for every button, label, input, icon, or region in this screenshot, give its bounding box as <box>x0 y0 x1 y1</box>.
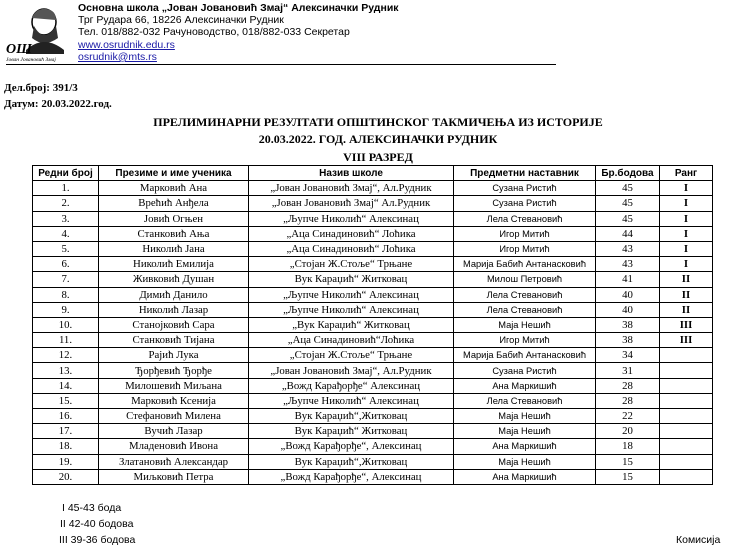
cell-student: Николић Јана <box>99 241 249 256</box>
table-row <box>33 272 713 287</box>
cell-school: „Стојан Ж.Стоље“ Трњане <box>249 257 454 272</box>
cell-student: Димић Данило <box>99 287 249 302</box>
table-row <box>33 226 713 241</box>
cell-school: „Вожд Карађорђе“, Алексинац <box>249 469 454 484</box>
table-row <box>33 302 713 317</box>
header-teacher: Предметни наставник <box>454 166 596 181</box>
cell-school: „Вожд Карађорђе“, Алексинац <box>249 439 454 454</box>
header-school: Назив школе <box>249 166 454 181</box>
school-logo <box>6 4 72 64</box>
cell-school: Вук Караџић“ Житковац <box>249 424 454 439</box>
legend-rank-1: I 45-43 бода <box>62 502 122 514</box>
cell-student: Станојковић Сара <box>99 317 249 332</box>
cell-school: „Љупче Николић“ Алексинац <box>249 302 454 317</box>
cell-ordinal: 18. <box>33 439 99 454</box>
cell-school: „Стојан Ж.Стоље“ Трњане <box>249 348 454 363</box>
logo-text: ОШ <box>6 42 32 57</box>
cell-ordinal: 7. <box>33 272 99 287</box>
cell-points: 38 <box>596 317 660 332</box>
cell-ordinal: 15. <box>33 393 99 408</box>
document-number <box>4 82 78 94</box>
table-row <box>33 469 713 484</box>
cell-points: 38 <box>596 333 660 348</box>
title-line-3: VIII РАЗРЕД <box>343 150 413 164</box>
table-row <box>33 181 713 196</box>
table-row <box>33 348 713 363</box>
cell-school: „Аца Синадиновић“ Лоћика <box>249 226 454 241</box>
cell-school: „Вожд Карађорђе“ Алексинац <box>249 378 454 393</box>
cell-student: Николић Емилија <box>99 257 249 272</box>
cell-school: „Љупче Николић“ Алексинац <box>249 211 454 226</box>
cell-ordinal: 12. <box>33 348 99 363</box>
header-rank: Ранг <box>660 166 713 181</box>
cell-points: 31 <box>596 363 660 378</box>
cell-rank <box>660 454 713 469</box>
cell-points: 45 <box>596 211 660 226</box>
cell-student: Ђорђевић Ђорђе <box>99 363 249 378</box>
cell-school: „Јован Јовановић Змај“, Ал.Рудник <box>249 363 454 378</box>
cell-school: Вук Караџић“,Житковац <box>249 454 454 469</box>
cell-ordinal: 1. <box>33 181 99 196</box>
cell-rank <box>660 393 713 408</box>
cell-school: „Љупче Николић“ Алексинац <box>249 393 454 408</box>
table-row <box>33 196 713 211</box>
cell-teacher: Ана Маркишић <box>454 469 596 484</box>
cell-rank <box>660 469 713 484</box>
table-row <box>33 454 713 469</box>
school-name: Основна школа „Јован Јовановић Змај“ Алексиначки Рудник <box>78 2 399 14</box>
table-row <box>33 241 713 256</box>
cell-school: „Аца Синадиновић“ Лоћика <box>249 241 454 256</box>
cell-points: 40 <box>596 302 660 317</box>
cell-points: 43 <box>596 241 660 256</box>
cell-points: 45 <box>596 181 660 196</box>
cell-teacher: Маја Нешић <box>454 317 596 332</box>
cell-ordinal: 6. <box>33 257 99 272</box>
cell-rank: I <box>660 211 713 226</box>
cell-teacher: Лела Стевановић <box>454 287 596 302</box>
cell-rank: I <box>660 196 713 211</box>
school-phones: Тел. 018/882-032 Рачуноводство, 018/882-033 Секретар <box>78 26 350 39</box>
cell-student: Рајић Лука <box>99 348 249 363</box>
cell-teacher: Ана Маркишић <box>454 439 596 454</box>
cell-ordinal: 14. <box>33 378 99 393</box>
cell-rank: I <box>660 181 713 196</box>
cell-teacher: Игор Митић <box>454 333 596 348</box>
results-table <box>32 165 713 485</box>
cell-ordinal: 19. <box>33 454 99 469</box>
email-link[interactable]: osrudnik@mts.rs <box>78 50 157 63</box>
cell-student: Станковић Тијана <box>99 333 249 348</box>
cell-student: Врећић Анђела <box>99 196 249 211</box>
cell-school: „Јован Јовановић Змај“, Ал.Рудник <box>249 181 454 196</box>
cell-student: Златановић Александар <box>99 454 249 469</box>
table-header-row <box>33 166 713 181</box>
cell-rank <box>660 378 713 393</box>
cell-points: 44 <box>596 226 660 241</box>
cell-teacher: Маја Нешић <box>454 454 596 469</box>
cell-rank <box>660 348 713 363</box>
table-row <box>33 409 713 424</box>
cell-rank: III <box>660 333 713 348</box>
table-row <box>33 393 713 408</box>
cell-ordinal: 4. <box>33 226 99 241</box>
cell-rank <box>660 409 713 424</box>
letterhead <box>78 2 399 63</box>
cell-rank: I <box>660 226 713 241</box>
table-row <box>33 439 713 454</box>
header-ordinal: Редни број <box>33 166 99 181</box>
cell-points: 20 <box>596 424 660 439</box>
logo-caption: Јован Јовановић Змај <box>6 57 56 63</box>
cell-points: 22 <box>596 409 660 424</box>
cell-rank: II <box>660 272 713 287</box>
cell-teacher: Сузана Ристић <box>454 363 596 378</box>
cell-teacher: Марија Бабић Антанасковић <box>454 348 596 363</box>
cell-points: 40 <box>596 287 660 302</box>
cell-rank: II <box>660 302 713 317</box>
cell-teacher: Игор Митић <box>454 226 596 241</box>
header-divider <box>6 64 556 65</box>
table-row <box>33 287 713 302</box>
cell-ordinal: 13. <box>33 363 99 378</box>
table-row <box>33 211 713 226</box>
cell-points: 43 <box>596 257 660 272</box>
table-row <box>33 363 713 378</box>
header-points: Бр.бодова <box>596 166 660 181</box>
cell-points: 28 <box>596 378 660 393</box>
cell-points: 34 <box>596 348 660 363</box>
document-date-value: 20.03.2022.год. <box>41 98 112 110</box>
title-line-1: ПРЕЛИМИНАРНИ РЕЗУЛТАТИ ОПШТИНСКОГ ТАКМИЧЕЊА ИЗ ИСТОРИЈЕ <box>153 115 603 129</box>
cell-school: Вук Караџић“ Житковац <box>249 272 454 287</box>
cell-teacher: Маја Нешић <box>454 409 596 424</box>
table-body <box>33 181 713 485</box>
cell-teacher: Ана Маркишић <box>454 378 596 393</box>
document-number-label: Дел.број: <box>4 82 50 94</box>
header-student: Презиме и име ученика <box>99 166 249 181</box>
cell-student: Јовић Огњен <box>99 211 249 226</box>
document-date <box>4 98 112 110</box>
cell-points: 41 <box>596 272 660 287</box>
cell-student: Милошевић Миљана <box>99 378 249 393</box>
cell-points: 15 <box>596 469 660 484</box>
cell-rank <box>660 363 713 378</box>
cell-student: Станковић Ања <box>99 226 249 241</box>
cell-rank: II <box>660 287 713 302</box>
cell-school: Вук Караџић“,Житковац <box>249 409 454 424</box>
table-row <box>33 257 713 272</box>
cell-rank: I <box>660 241 713 256</box>
cell-ordinal: 5. <box>33 241 99 256</box>
table-row <box>33 378 713 393</box>
title-line-2: 20.03.2022. ГОД. АЛЕКСИНАЧКИ РУДНИК <box>258 132 498 146</box>
cell-student: Марковић Ксенија <box>99 393 249 408</box>
cell-teacher: Милош Петровић <box>454 272 596 287</box>
cell-student: Младеновић Ивона <box>99 439 249 454</box>
cell-school: „Љупче Николић“ Алексинац <box>249 287 454 302</box>
cell-teacher: Лела Стевановић <box>454 302 596 317</box>
cell-teacher: Сузана Ристић <box>454 196 596 211</box>
cell-teacher: Марија Бабић Антанасковић <box>454 257 596 272</box>
table-row <box>33 333 713 348</box>
cell-ordinal: 16. <box>33 409 99 424</box>
cell-student: Живковић Душан <box>99 272 249 287</box>
cell-school: „Вук Караџић“ Житковац <box>249 317 454 332</box>
document-date-label: Датум: <box>4 98 39 110</box>
cell-points: 15 <box>596 454 660 469</box>
cell-ordinal: 8. <box>33 287 99 302</box>
cell-school: „Јован Јовановић Змај“ Ал.Рудник <box>249 196 454 211</box>
table-row <box>33 317 713 332</box>
cell-ordinal: 20. <box>33 469 99 484</box>
cell-rank <box>660 424 713 439</box>
cell-teacher: Лела Стевановић <box>454 393 596 408</box>
cell-teacher: Лела Стевановић <box>454 211 596 226</box>
cell-rank: I <box>660 257 713 272</box>
cell-school: „Аца Синадиновић“Лоћика <box>249 333 454 348</box>
cell-student: Стефановић Милена <box>99 409 249 424</box>
cell-teacher: Сузана Ристић <box>454 181 596 196</box>
school-address: Трг Рудара 66, 18226 Алексиначки Рудник <box>78 14 284 27</box>
document-number-value: 391/3 <box>52 82 78 94</box>
cell-student: Николић Лазар <box>99 302 249 317</box>
cell-rank: III <box>660 317 713 332</box>
cell-rank <box>660 439 713 454</box>
cell-ordinal: 3. <box>33 211 99 226</box>
table-row <box>33 424 713 439</box>
website-link[interactable]: www.osrudnik.edu.rs <box>78 38 175 51</box>
cell-ordinal: 9. <box>33 302 99 317</box>
cell-teacher: Маја Нешић <box>454 424 596 439</box>
cell-points: 28 <box>596 393 660 408</box>
legend-rank-3: III 39-36 бодова <box>59 534 136 546</box>
cell-student: Миљковић Петра <box>99 469 249 484</box>
cell-ordinal: 11. <box>33 333 99 348</box>
cell-ordinal: 10. <box>33 317 99 332</box>
cell-points: 45 <box>596 196 660 211</box>
commission-signature: Комисија <box>676 534 721 546</box>
cell-points: 18 <box>596 439 660 454</box>
cell-teacher: Игор Митић <box>454 241 596 256</box>
cell-ordinal: 17. <box>33 424 99 439</box>
cell-student: Вучић Лазар <box>99 424 249 439</box>
cell-ordinal: 2. <box>33 196 99 211</box>
cell-student: Марковић Ана <box>99 181 249 196</box>
legend-rank-2: II 42-40 бодова <box>60 518 134 530</box>
